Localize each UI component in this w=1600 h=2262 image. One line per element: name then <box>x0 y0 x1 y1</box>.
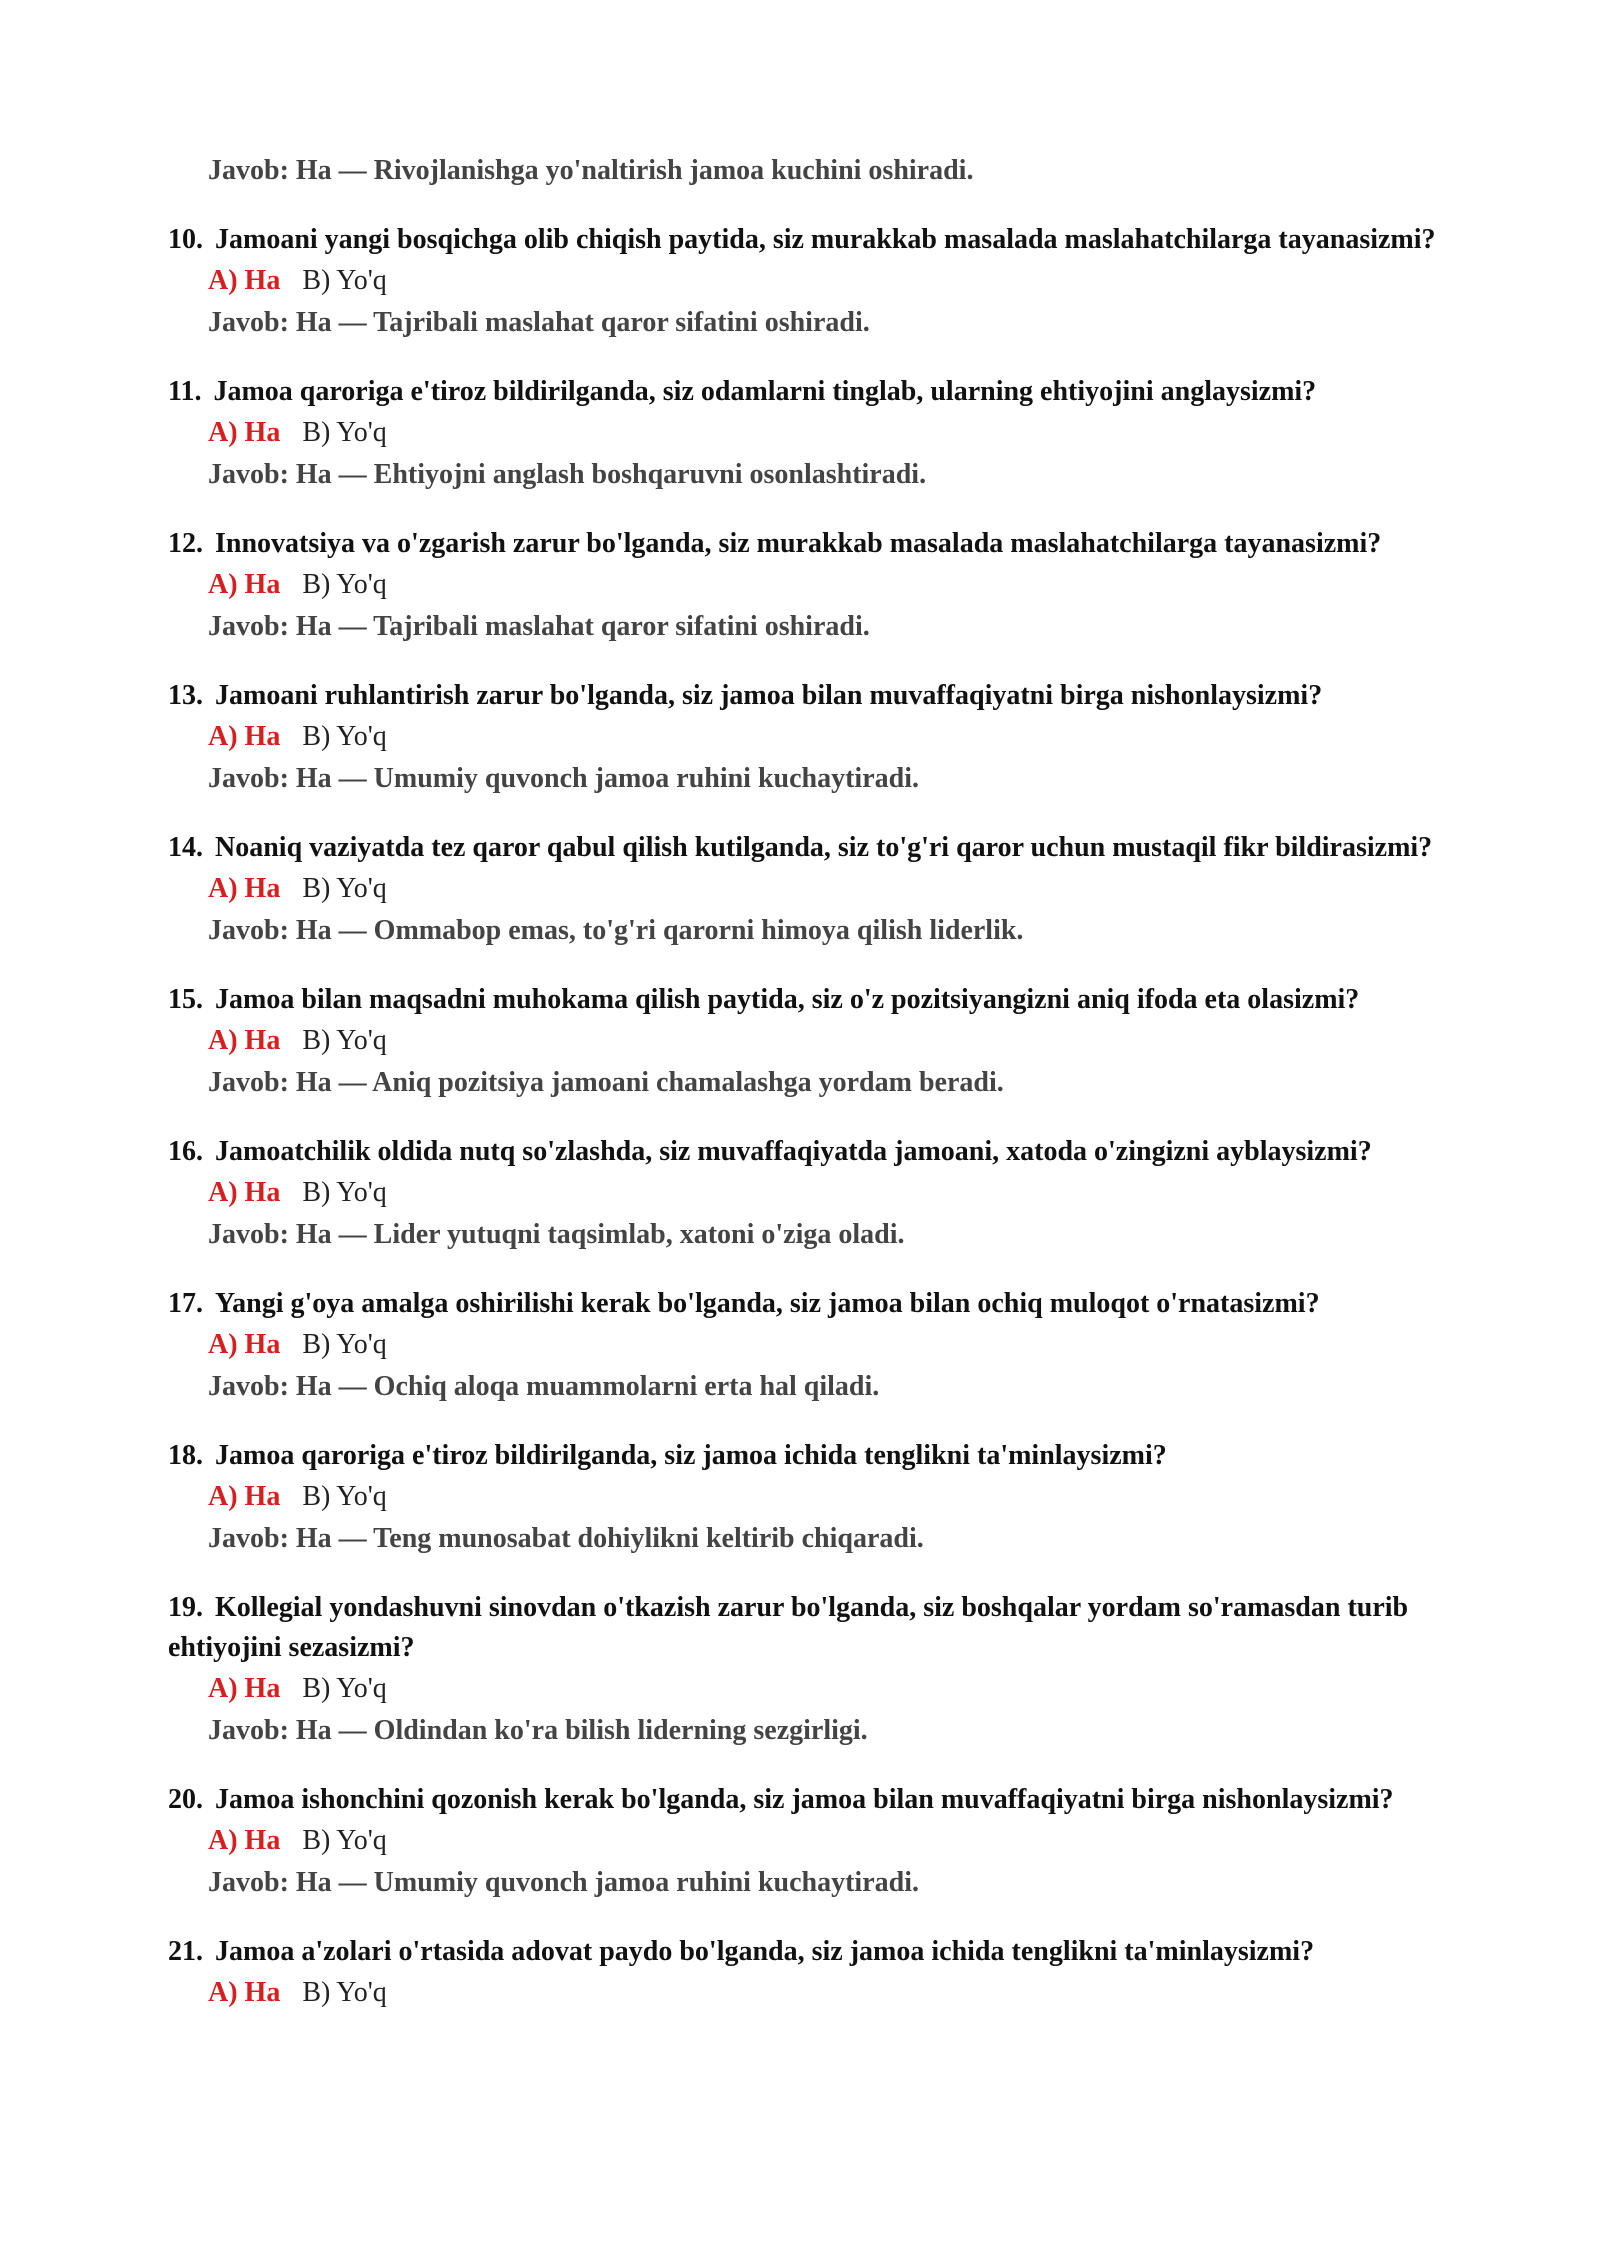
question-number: 21. <box>168 1936 203 1967</box>
option-a-selected: A) Ha <box>208 1025 281 1056</box>
question-number: 17. <box>168 1288 203 1319</box>
question-number: 10. <box>168 224 203 255</box>
question-text <box>168 1132 1468 1172</box>
question-number: 12. <box>168 528 203 559</box>
answer-options <box>168 716 1468 758</box>
option-a-selected: A) Ha <box>208 1825 281 1856</box>
question-number: 15. <box>168 984 203 1015</box>
question-item <box>168 1284 1468 1408</box>
option-b: B) Yo'q <box>302 721 387 752</box>
question-number: 20. <box>168 1784 203 1815</box>
answer-options <box>168 1668 1468 1710</box>
answer-text: Javob: Ha — Lider yutuqni taqsimlab, xatoni o'ziga oladi. <box>208 1219 905 1250</box>
answer-text: Javob: Ha — Umumiy quvonch jamoa ruhini kuchaytiradi. <box>208 763 919 794</box>
question-number: 19. <box>168 1592 203 1623</box>
answer-text: Javob: Ha — Umumiy quvonch jamoa ruhini kuchaytiradi. <box>208 1867 919 1898</box>
answer-text: Javob: Ha — Teng munosabat dohiylikni keltirib chiqaradi. <box>208 1523 924 1554</box>
question-body: Jamoani yangi bosqichga olib chiqish paytida, siz murakkab masalada maslahatchilarga tayanasizmi? <box>215 224 1436 255</box>
question-text <box>168 1436 1468 1476</box>
question-body: Jamoa bilan maqsadni muhokama qilish paytida, siz o'z pozitsiyangizni aniq ifoda eta olasizmi? <box>215 984 1360 1015</box>
question-text <box>168 1780 1468 1820</box>
option-b: B) Yo'q <box>302 417 387 448</box>
option-a-selected: A) Ha <box>208 1977 281 2008</box>
answer-options <box>168 1324 1468 1366</box>
answer-options <box>168 868 1468 910</box>
option-b: B) Yo'q <box>302 1977 387 2008</box>
question-body: Noaniq vaziyatda tez qaror qabul qilish kutilganda, siz to'g'ri qaror uchun mustaqil fikr bildirasizmi? <box>215 832 1433 863</box>
option-b: B) Yo'q <box>302 1825 387 1856</box>
question-body: Kollegial yondashuvni sinovdan o'tkazish zarur bo'lganda, siz boshqalar yordam so'ramasdan turib ehtiyojini sezasizmi? <box>168 1592 1409 1663</box>
option-b: B) Yo'q <box>302 265 387 296</box>
question-number: 11. <box>168 376 202 407</box>
answer-text: Javob: Ha — Ommabop emas, to'g'ri qarorni himoya qilish liderlik. <box>208 915 1024 946</box>
option-b: B) Yo'q <box>302 1025 387 1056</box>
option-b: B) Yo'q <box>302 569 387 600</box>
question-text <box>168 524 1468 564</box>
question-text <box>168 828 1468 868</box>
answer-options <box>168 1972 1468 2014</box>
question-item <box>168 1132 1468 1256</box>
option-a-selected: A) Ha <box>208 569 281 600</box>
question-item <box>168 524 1468 648</box>
option-b: B) Yo'q <box>302 873 387 904</box>
answer-options <box>168 1820 1468 1862</box>
question-item <box>168 1932 1468 2014</box>
option-b: B) Yo'q <box>302 1673 387 1704</box>
option-a-selected: A) Ha <box>208 721 281 752</box>
option-b: B) Yo'q <box>302 1177 387 1208</box>
question-number: 13. <box>168 680 203 711</box>
answer-options <box>168 1476 1468 1518</box>
answer-options <box>168 1172 1468 1214</box>
question-body: Jamoa qaroriga e'tiroz bildirilganda, siz odamlarni tinglab, ularning ehtiyojini anglaysizmi? <box>213 376 1317 407</box>
question-item <box>168 828 1468 952</box>
question-list <box>168 220 1468 2014</box>
question-text <box>168 220 1468 260</box>
question-body: Jamoatchilik oldida nutq so'zlashda, siz muvaffaqiyatda jamoani, xatoda o'zingizni ayblaysizmi? <box>215 1136 1372 1167</box>
question-body: Jamoa qaroriga e'tiroz bildirilganda, siz jamoa ichida tenglikni ta'minlaysizmi? <box>215 1440 1167 1471</box>
question-body: Jamoa a'zolari o'rtasida adovat paydo bo'lganda, siz jamoa ichida tenglikni ta'minlaysizmi? <box>215 1936 1315 1967</box>
answer-text: Javob: Ha — Tajribali maslahat qaror sifatini oshiradi. <box>208 307 870 338</box>
question-text <box>168 1588 1468 1668</box>
answer-options <box>168 412 1468 454</box>
option-a-selected: A) Ha <box>208 1673 281 1704</box>
question-item <box>168 1588 1468 1752</box>
question-text <box>168 980 1468 1020</box>
option-a-selected: A) Ha <box>208 417 281 448</box>
answer-text: Javob: Ha — Ehtiyojni anglash boshqaruvni osonlashtiradi. <box>208 459 927 490</box>
answer-text: Javob: Ha — Aniq pozitsiya jamoani chamalashga yordam beradi. <box>208 1067 1004 1098</box>
option-a-selected: A) Ha <box>208 1329 281 1360</box>
document-page <box>168 150 1468 2042</box>
option-a-selected: A) Ha <box>208 1177 281 1208</box>
option-b: B) Yo'q <box>302 1481 387 1512</box>
answer-options <box>168 260 1468 302</box>
option-b: B) Yo'q <box>302 1329 387 1360</box>
answer-options <box>168 564 1468 606</box>
question-body: Jamoa ishonchini qozonish kerak bo'lganda, siz jamoa bilan muvaffaqiyatni birga nishonlaysizmi? <box>215 1784 1394 1815</box>
question-number: 16. <box>168 1136 203 1167</box>
question-body: Innovatsiya va o'zgarish zarur bo'lganda, siz murakkab masalada maslahatchilarga tayanasizmi? <box>215 528 1382 559</box>
question-body: Yangi g'oya amalga oshirilishi kerak bo'lganda, siz jamoa bilan ochiq muloqot o'rnatasizmi? <box>215 1288 1320 1319</box>
question-text <box>168 1284 1468 1324</box>
answer-options <box>168 1020 1468 1062</box>
option-a-selected: A) Ha <box>208 1481 281 1512</box>
question-item <box>168 980 1468 1104</box>
answer-text: Javob: Ha — Ochiq aloqa muammolarni erta hal qiladi. <box>208 1371 880 1402</box>
question-text <box>168 676 1468 716</box>
question-item <box>168 1436 1468 1560</box>
question-number: 14. <box>168 832 203 863</box>
question-item <box>168 1780 1468 1904</box>
question-body: Jamoani ruhlantirish zarur bo'lganda, siz jamoa bilan muvaffaqiyatni birga nishonlaysizmi? <box>215 680 1323 711</box>
question-item <box>168 676 1468 800</box>
question-item <box>168 220 1468 344</box>
option-a-selected: A) Ha <box>208 873 281 904</box>
question-text <box>168 1932 1468 1972</box>
question-text <box>168 372 1468 412</box>
answer-text: Javob: Ha — Tajribali maslahat qaror sifatini oshiradi. <box>208 611 870 642</box>
answer-text: Javob: Ha — Oldindan ko'ra bilish liderning sezgirligi. <box>208 1715 868 1746</box>
option-a-selected: A) Ha <box>208 265 281 296</box>
question-number: 18. <box>168 1440 203 1471</box>
question-item <box>168 372 1468 496</box>
answer-text: Javob: Ha — Rivojlanishga yo'naltirish jamoa kuchini oshiradi. <box>208 155 974 186</box>
